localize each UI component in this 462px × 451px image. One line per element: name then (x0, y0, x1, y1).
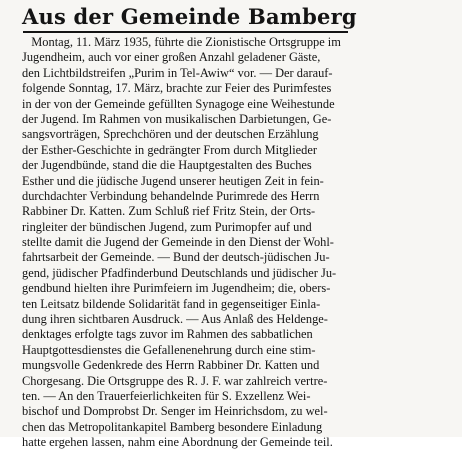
article-line: fahrtsarbeit der Gemeinde. — Bund der deutsch-jüdischen Ju- (22, 250, 330, 265)
article-line: bischof und Domprobst Dr. Senger im Heinrichsdom, zu wel- (22, 404, 328, 419)
article-line: Rabbiner Dr. Katten. Zum Schluß rief Fritz Stein, der Orts- (22, 204, 316, 219)
article-line: den Lichtbildstreifen „Purim in Tel-Awiw“ vor. — Der darauf- (22, 65, 333, 80)
article-line: der Jugendbünde, stand die die Hauptgestalten des Buches (22, 158, 312, 173)
article-line: durchdachter Verbindung behandelnde Purimrede des Herrn (22, 188, 320, 203)
article-line: Chorgesang. Die Ortsgruppe des R. J. F. war zahlreich vertre- (22, 373, 328, 388)
article-line: der Jugend. Im Rahmen von musikalischen Darbietungen, Ge- (22, 111, 332, 126)
article-line: sangsvorträgen, Sprechchören und der deutschen Erzählung (22, 127, 319, 142)
article-line: gendbund hielten ihre Purimfeiern im Jugendheim; die, obers- (22, 281, 331, 296)
article-line: denktages erfolgte tags zuvor im Rahmen des sabbatlichen (22, 327, 313, 342)
article-line: chen das Metropolitankapitel Bamberg besondere Einladung (22, 419, 323, 434)
article-body (22, 35, 454, 451)
article-line: Esther und die jüdische Jugend unserer heutigen Zeit in fein- (22, 173, 324, 188)
article-line: Hauptgottesdienstes die Gefallenenehrung durch eine stim- (22, 342, 316, 357)
headline-rule (23, 31, 348, 33)
article-line: der Esther-Geschichte in gedrängter From durch Mitglieder (22, 142, 317, 157)
article-headline: Aus der Gemeinde Bamberg (22, 4, 357, 29)
article-line: gend, jüdischer Pfadfinderbund Deutschlands und jüdischer Ju- (22, 265, 337, 280)
article-line: hatte ergehen lassen, nahm eine Abordnung der Gemeinde teil. (22, 435, 333, 450)
article-line: mungsvolle Gedenkrede des Herrn Rabbiner Dr. Katten und (22, 358, 320, 373)
article-line: Jugendheim, auch vor einer großen Anzahl geladener Gäste, (22, 50, 321, 65)
article-line: stellte damit die Jugend der Gemeinde in den Dienst der Wohl- (22, 235, 334, 250)
article-line: folgende Sonntag, 17. März, brachte zur Feier des Purimfestes (22, 81, 332, 96)
article-line: Montag, 11. März 1935, führte die Zionistische Ortsgruppe im (22, 35, 341, 49)
article-line: ten. — An den Trauerfeierlichkeiten für S. Exzellenz Wei- (22, 388, 311, 403)
article-line: ten Leitsatz bildende Solidarität fand in gegenseitiger Einla- (22, 296, 321, 311)
article-line: ringleiter der bündischen Jugend, zum Purimopfer auf und (22, 219, 312, 234)
article-line: in der von der Gemeinde gefüllten Synagoge eine Weihestunde (22, 96, 335, 111)
article-line: dung ihren sichtbaren Ausdruck. — Aus Anlaß des Heldenge- (22, 312, 328, 327)
